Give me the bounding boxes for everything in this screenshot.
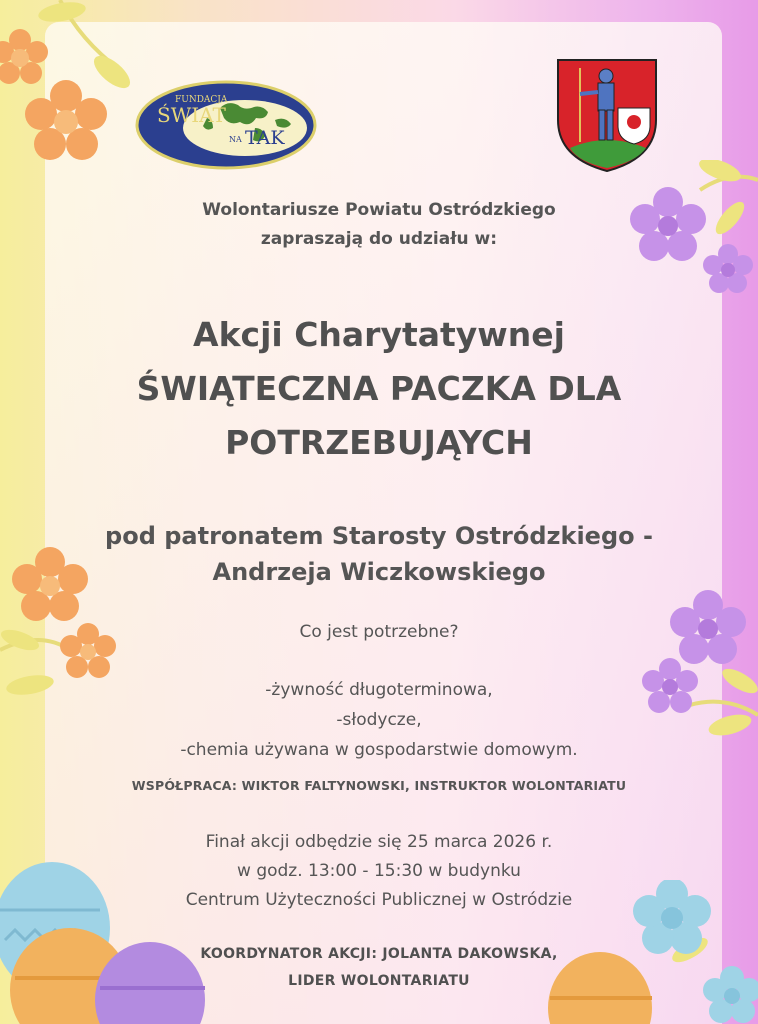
- event-title: [0, 308, 758, 470]
- intro-line-1: Wolontariusze Powiatu Ostródzkiego: [202, 200, 556, 220]
- needs-item: -żywność długoterminowa,: [265, 680, 493, 700]
- needs-question: Co jest potrzebne?: [299, 622, 459, 642]
- logo-small-text: FUNDACJA: [175, 95, 228, 105]
- finale-line-2: w godz. 13:00 - 15:30 w budynku: [237, 861, 521, 881]
- cooperation-text: WSPÓŁPRACA: WIKTOR FALTYNOWSKI, INSTRUKTOR WOLONTARIATU: [131, 778, 627, 793]
- finale-line-1: Finał akcji odbędzie się 25 marca 2026 r.: [205, 832, 553, 852]
- logo-na-text: NA: [229, 135, 242, 144]
- intro-text: [0, 196, 758, 254]
- swiat-na-tak-logo: [135, 80, 318, 170]
- finale-line-3: Centrum Użyteczności Publicznej w Ostródzie: [185, 890, 573, 910]
- coordinator-line-1: KOORDYNATOR AKCJI: JOLANTA DAKOWSKA,: [200, 946, 558, 962]
- patron-line-2: Andrzeja Wiczkowskiego: [212, 558, 546, 586]
- logo-main-text: ŚWIAT: [157, 103, 226, 127]
- intro-line-2: zapraszają do udziału w:: [260, 229, 498, 249]
- title-line-3: POTRZEBUJĄYCH: [225, 423, 533, 462]
- coordinator-text: [0, 941, 758, 995]
- logo-tak-text: TAK: [245, 127, 285, 149]
- patron-line-1: pod patronatem Starosty Ostródzkiego -: [105, 522, 653, 550]
- needs-list: [0, 675, 758, 765]
- finale-info: [0, 828, 758, 915]
- title-line-2: ŚWIĄTECZNA PACZKA DLA: [136, 369, 622, 408]
- patronage-text: [0, 518, 758, 590]
- needs-item: -chemia używana w gospodarstwie domowym.: [180, 740, 578, 760]
- coordinator-line-2: LIDER WOLONTARIATU: [288, 973, 470, 989]
- title-line-1: Akcji Charytatywnej: [193, 315, 565, 354]
- coat-of-arms: [556, 58, 658, 173]
- orange-flowers-top-left-decoration: [0, 0, 140, 175]
- needs-item: -słodycze,: [336, 710, 422, 730]
